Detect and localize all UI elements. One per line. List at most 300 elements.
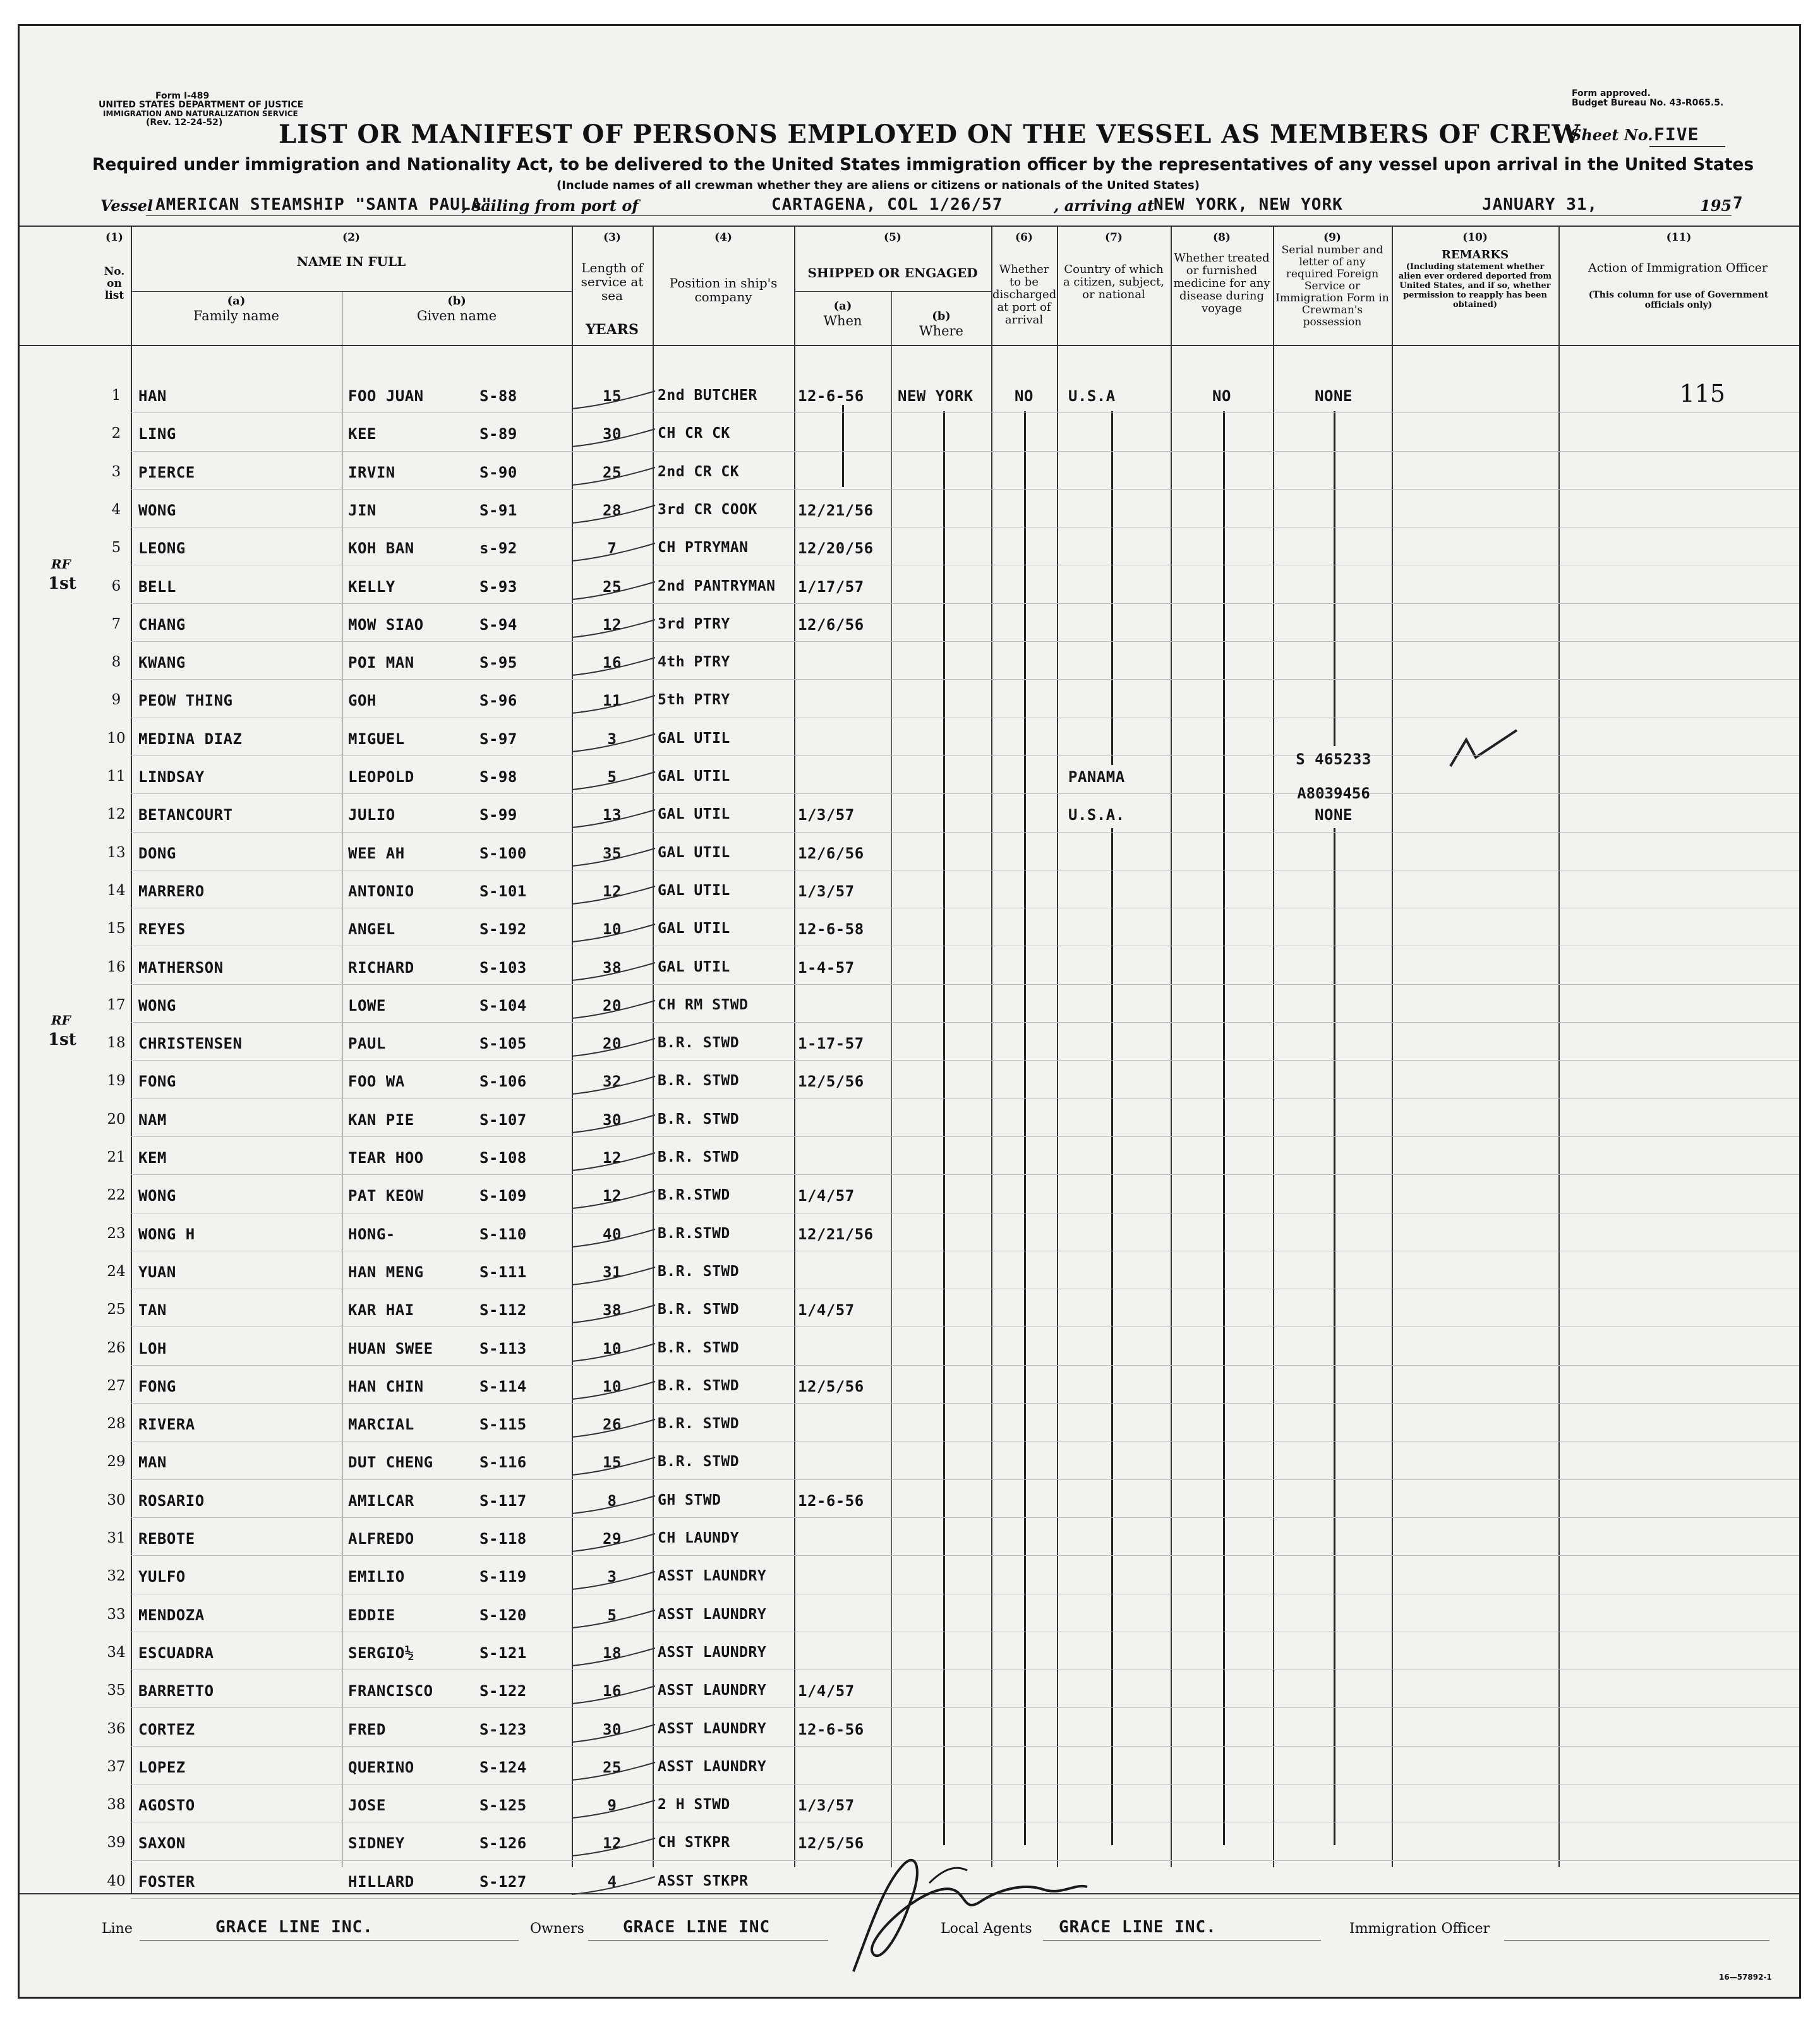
table-row bbox=[20, 1255, 1799, 1292]
cell-no: 31 bbox=[107, 1530, 126, 1546]
cell-family: MEDINA DIAZ bbox=[138, 730, 243, 748]
cell-given: HAN CHIN bbox=[348, 1377, 424, 1395]
tick-mark-icon bbox=[567, 654, 661, 679]
cell-given: ALFREDO bbox=[348, 1530, 414, 1548]
cell-no: 25 bbox=[107, 1301, 126, 1318]
cell-years: 16 bbox=[603, 654, 622, 672]
cell-family: CHRISTENSEN bbox=[138, 1035, 243, 1053]
tick-mark-icon bbox=[567, 1301, 661, 1327]
cell-no: 39 bbox=[107, 1834, 126, 1851]
cell-family: KWANG bbox=[138, 654, 186, 672]
cell-family: CORTEZ bbox=[138, 1720, 195, 1738]
table-row bbox=[20, 531, 1799, 569]
cell-position: ASST LAUNDRY bbox=[658, 1606, 767, 1623]
row-rule bbox=[131, 641, 1799, 642]
cell-when: 1-17-57 bbox=[798, 1035, 864, 1053]
cell-no: 17 bbox=[107, 996, 126, 1013]
cell-code: S-113 bbox=[479, 1339, 527, 1357]
table-row bbox=[20, 607, 1799, 645]
cell-given: POI MAN bbox=[348, 654, 414, 672]
tick-mark-icon bbox=[567, 464, 661, 489]
cell-years: 15 bbox=[603, 387, 622, 405]
cell-given: AMILCAR bbox=[348, 1491, 414, 1510]
cell-family: BELL bbox=[138, 577, 176, 596]
cell-position: 3rd CR COOK bbox=[658, 501, 757, 518]
cell-when: 12-6-58 bbox=[798, 920, 864, 939]
officer-label: Immigration Officer bbox=[1349, 1921, 1490, 1937]
table-row bbox=[20, 683, 1799, 721]
table-row bbox=[20, 1750, 1799, 1788]
cell-position: GAL UTIL bbox=[658, 844, 730, 861]
row-rule bbox=[131, 603, 1799, 604]
cell-when: 1/3/57 bbox=[798, 1796, 855, 1815]
cell-given: HAN MENG bbox=[348, 1263, 424, 1281]
cell-given: DUT CHENG bbox=[348, 1453, 433, 1472]
tick-mark-icon bbox=[567, 1796, 661, 1822]
cell-code: S-105 bbox=[479, 1035, 527, 1053]
cell-years: 38 bbox=[603, 1301, 622, 1320]
tick-mark-icon bbox=[567, 1759, 661, 1784]
cell-position: B.R. STWD bbox=[658, 1073, 740, 1090]
row-rule bbox=[131, 679, 1799, 680]
cell-when: 1/4/57 bbox=[798, 1301, 855, 1320]
cell-no: 37 bbox=[107, 1758, 126, 1775]
year-suffix: 7 bbox=[1733, 194, 1744, 213]
row-rule bbox=[131, 1098, 1799, 1099]
cell-family: LEONG bbox=[138, 539, 186, 558]
col8-number: (8) bbox=[1213, 231, 1231, 244]
col9-number: (9) bbox=[1323, 231, 1341, 244]
signature-mark bbox=[835, 1845, 1100, 1984]
cell-given: ANTONIO bbox=[348, 882, 414, 900]
cell-given: PAUL bbox=[348, 1035, 386, 1053]
tick-mark-icon bbox=[567, 845, 661, 870]
agents-label: Local Agents bbox=[941, 1921, 1032, 1937]
line-underline bbox=[140, 1940, 519, 1941]
cell-code: S-192 bbox=[479, 920, 527, 939]
col6-number: (6) bbox=[1015, 231, 1033, 244]
cell-family: ROSARIO bbox=[138, 1491, 205, 1510]
cell-position: ASST LAUNDRY bbox=[658, 1568, 767, 1585]
cell-family: WONG bbox=[138, 1187, 176, 1205]
cell-no: 15 bbox=[107, 920, 126, 937]
cell-given: JIN bbox=[348, 501, 377, 519]
tick-mark-icon bbox=[567, 1035, 661, 1060]
sailing-from: CARTAGENA, COL 1/26/57 bbox=[771, 195, 1003, 214]
cell-no: 24 bbox=[107, 1263, 126, 1280]
document-title: LIST OR MANIFEST OF PERSONS EMPLOYED ON THE VESSEL AS MEMBERS OF CREW bbox=[279, 119, 1581, 149]
tick-mark-icon bbox=[567, 1111, 661, 1136]
cell-position: 3rd PTRY bbox=[658, 615, 730, 632]
cell-no: 12 bbox=[107, 806, 126, 823]
cell-position: 2 H STWD bbox=[658, 1796, 730, 1814]
tick-mark-icon bbox=[567, 1721, 661, 1746]
cell-no: 5 bbox=[111, 539, 121, 557]
years-label: YEARS bbox=[586, 322, 639, 338]
cell-position: B.R. STWD bbox=[658, 1416, 740, 1433]
cell-no: 29 bbox=[107, 1453, 126, 1471]
cell-code: S-110 bbox=[479, 1225, 527, 1243]
cell-family: WONG H bbox=[138, 1225, 195, 1243]
tick-mark-icon bbox=[567, 1263, 661, 1289]
table-row bbox=[20, 1712, 1799, 1750]
table-row bbox=[20, 1102, 1799, 1140]
table-row bbox=[20, 1331, 1799, 1369]
cell-code: S-127 bbox=[479, 1872, 527, 1891]
row-rule bbox=[131, 1479, 1799, 1480]
cell-years: 12 bbox=[603, 1187, 622, 1205]
cell-family: SAXON bbox=[138, 1834, 186, 1853]
table-row bbox=[20, 1635, 1799, 1673]
cell-position: GAL UTIL bbox=[658, 730, 730, 747]
cell-treated: NO bbox=[1212, 387, 1231, 405]
cell-code: S-111 bbox=[479, 1263, 527, 1281]
cell-disch: NO bbox=[1015, 387, 1034, 405]
cell-given: HILLARD bbox=[348, 1872, 414, 1891]
tick-mark-icon bbox=[567, 920, 661, 946]
cell-position: B.R. STWD bbox=[658, 1339, 740, 1356]
line-value: GRACE LINE INC. bbox=[215, 1918, 373, 1937]
tick-mark-icon bbox=[567, 1834, 661, 1860]
cell-code: S-100 bbox=[479, 844, 527, 862]
cell-family: TAN bbox=[138, 1301, 167, 1320]
tick-mark-icon bbox=[567, 1530, 661, 1555]
tick-mark-icon bbox=[567, 502, 661, 527]
table-row bbox=[20, 569, 1799, 607]
cell-position: B.R.STWD bbox=[658, 1225, 730, 1242]
cell-code: S-112 bbox=[479, 1301, 527, 1320]
cell-when: 1/4/57 bbox=[798, 1187, 855, 1205]
cell-position: CH STKPR bbox=[658, 1834, 730, 1851]
cell-years: 25 bbox=[603, 1758, 622, 1776]
cell-code: S-115 bbox=[479, 1416, 527, 1434]
table-row bbox=[20, 1598, 1799, 1635]
vessel-label: Vessel bbox=[100, 196, 154, 215]
cell-given: MARCIAL bbox=[348, 1416, 414, 1434]
arriving-label: , arriving at bbox=[1054, 196, 1154, 215]
arrival-date: JANUARY 31, bbox=[1482, 195, 1598, 214]
cell-when: 12/5/56 bbox=[798, 1073, 864, 1091]
tick-mark-icon bbox=[567, 1073, 661, 1098]
cell-years: 16 bbox=[603, 1682, 622, 1700]
cell-years: 4 bbox=[607, 1872, 617, 1891]
cell-when: 12/5/56 bbox=[798, 1834, 864, 1853]
when-a: (a) bbox=[833, 299, 852, 313]
table-row bbox=[20, 1217, 1799, 1255]
cell-when: 12/20/56 bbox=[798, 539, 874, 558]
cell-years: 30 bbox=[603, 1720, 622, 1738]
cell-family: MAN bbox=[138, 1453, 167, 1472]
cell-position: 4th PTRY bbox=[658, 654, 730, 671]
owners-label: Owners bbox=[530, 1921, 584, 1937]
cell-position: ASST LAUNDRY bbox=[658, 1758, 767, 1775]
cell-years: 7 bbox=[607, 539, 617, 558]
col1-label: No. on list bbox=[104, 265, 125, 302]
cell-no: 21 bbox=[107, 1149, 126, 1165]
cell-when: 12-6-56 bbox=[798, 1720, 864, 1738]
cell-given: SERGIO½ bbox=[348, 1644, 414, 1662]
cell-no: 7 bbox=[111, 615, 121, 632]
cell-no: 33 bbox=[107, 1606, 126, 1623]
table-row bbox=[20, 378, 1799, 416]
cell-code: S-103 bbox=[479, 958, 527, 977]
cell-position: CH LAUNDY bbox=[658, 1530, 740, 1546]
cell-years: 31 bbox=[603, 1263, 622, 1281]
cell-code: S-108 bbox=[479, 1149, 527, 1167]
cell-no: 9 bbox=[111, 692, 121, 709]
cell-years: 10 bbox=[603, 1377, 622, 1395]
cell-position: GH STWD bbox=[658, 1491, 721, 1508]
cell-no: 10 bbox=[107, 730, 126, 747]
cell-years: 12 bbox=[603, 615, 622, 634]
cell-given: HONG- bbox=[348, 1225, 395, 1243]
cell-position: ASST STKPR bbox=[658, 1872, 749, 1889]
col11-number: (11) bbox=[1666, 231, 1692, 244]
tick-mark-icon bbox=[567, 1378, 661, 1403]
cell-years: 29 bbox=[603, 1530, 622, 1548]
table-row bbox=[20, 750, 1799, 802]
cell-family: MENDOZA bbox=[138, 1606, 205, 1624]
table-row bbox=[20, 950, 1799, 988]
cell-code: S-119 bbox=[479, 1568, 527, 1586]
cell-no: 22 bbox=[107, 1187, 126, 1204]
row-rule bbox=[131, 489, 1799, 490]
margin-initials-1: RF bbox=[51, 557, 71, 572]
cell-no: 11 bbox=[107, 768, 126, 785]
tick-mark-icon bbox=[567, 1492, 661, 1517]
col3-label: Length of service at sea bbox=[581, 260, 644, 303]
cell-given: SIDNEY bbox=[348, 1834, 405, 1853]
table-row bbox=[20, 645, 1799, 683]
cell-serial: NONE bbox=[1315, 806, 1353, 824]
given-name-label: Given name bbox=[416, 308, 497, 323]
col3-number: (3) bbox=[603, 231, 621, 244]
tick-mark-icon bbox=[567, 1644, 661, 1670]
cell-no: 8 bbox=[111, 654, 121, 671]
cell-no: 13 bbox=[107, 844, 126, 861]
family-name-label: Family name bbox=[193, 308, 279, 323]
cell-given: EMILIO bbox=[348, 1568, 405, 1586]
cell-years: 10 bbox=[603, 1339, 622, 1357]
cell-when: 1/4/57 bbox=[798, 1682, 855, 1700]
cell-family: MARRERO bbox=[138, 882, 205, 900]
row-rule bbox=[131, 1174, 1799, 1175]
row-rule bbox=[131, 793, 1799, 794]
cell-code: s-92 bbox=[479, 539, 517, 558]
cell-family: FOSTER bbox=[138, 1872, 195, 1891]
cell-family: PEOW THING bbox=[138, 692, 233, 710]
cell-no: 18 bbox=[107, 1035, 126, 1052]
cell-code: S-109 bbox=[479, 1187, 527, 1205]
cell-no: 23 bbox=[107, 1225, 126, 1242]
sailing-label: , sailing from port of bbox=[462, 196, 639, 215]
row-rule bbox=[131, 755, 1799, 756]
table-row bbox=[20, 1064, 1799, 1102]
row-rule bbox=[131, 1403, 1799, 1404]
cell-family: WONG bbox=[138, 501, 176, 519]
tick-mark-icon bbox=[567, 539, 661, 565]
cell-given: WEE AH bbox=[348, 844, 405, 862]
line-label: Line bbox=[102, 1921, 133, 1937]
cell-no: 30 bbox=[107, 1491, 126, 1508]
tick-mark-icon bbox=[567, 1187, 661, 1212]
form-approved: Form approved. bbox=[1572, 88, 1651, 99]
cell-years: 13 bbox=[603, 806, 622, 824]
cell-when: 1/3/57 bbox=[798, 806, 855, 824]
cell-years: 12 bbox=[603, 1834, 622, 1853]
table-row bbox=[20, 1292, 1799, 1330]
tick-mark-icon bbox=[567, 959, 661, 984]
cell-family: KEM bbox=[138, 1149, 167, 1167]
cell-position: B.R. STWD bbox=[658, 1301, 740, 1318]
cell-no: 19 bbox=[107, 1073, 126, 1090]
cell-code: S-123 bbox=[479, 1720, 527, 1738]
owners-value: GRACE LINE INC bbox=[623, 1918, 771, 1937]
table-row bbox=[20, 493, 1799, 531]
col10-label: REMARKS bbox=[1441, 248, 1509, 262]
shipped-subheader-rule bbox=[794, 291, 991, 292]
cell-given: FRED bbox=[348, 1720, 386, 1738]
cell-family: FONG bbox=[138, 1377, 176, 1395]
cell-position: ASST LAUNDRY bbox=[658, 1644, 767, 1661]
cell-position: GAL UTIL bbox=[658, 882, 730, 899]
cell-years: 26 bbox=[603, 1416, 622, 1434]
row-rule bbox=[131, 1517, 1799, 1518]
cell-years: 12 bbox=[603, 882, 622, 900]
budget-bureau: Budget Bureau No. 43-R065.5. bbox=[1572, 98, 1724, 108]
cell-given: KAN PIE bbox=[348, 1110, 414, 1129]
when-label: When bbox=[823, 313, 862, 328]
cell-given: GOH bbox=[348, 692, 377, 710]
cell-no: 2 bbox=[111, 425, 121, 442]
cell-code: S-99 bbox=[479, 806, 517, 824]
cell-years: 5 bbox=[607, 768, 617, 786]
cell-code: S-95 bbox=[479, 654, 517, 672]
cell-family: DONG bbox=[138, 844, 176, 862]
table-row bbox=[20, 416, 1799, 454]
vessel-name: AMERICAN STEAMSHIP "SANTA PAULA" bbox=[155, 195, 492, 214]
cell-family: ESCUADRA bbox=[138, 1644, 214, 1662]
cell-no: 38 bbox=[107, 1796, 126, 1814]
table-row bbox=[20, 455, 1799, 493]
cell-given: RICHARD bbox=[348, 958, 414, 977]
cell-family: NAM bbox=[138, 1110, 167, 1129]
cell-position: B.R. STWD bbox=[658, 1110, 740, 1128]
cell-position: B.R. STWD bbox=[658, 1263, 740, 1280]
table-row bbox=[20, 1521, 1799, 1559]
cell-code: S-122 bbox=[479, 1682, 527, 1700]
tick-mark-icon bbox=[567, 1606, 661, 1632]
cell-given: LOWE bbox=[348, 996, 386, 1014]
form-code: 16—57892-1 bbox=[1719, 1973, 1772, 1982]
cell-years: 28 bbox=[603, 501, 622, 519]
where-b: (b) bbox=[932, 310, 951, 323]
department: UNITED STATES DEPARTMENT OF JUSTICE bbox=[99, 100, 304, 110]
cell-given: JULIO bbox=[348, 806, 395, 824]
row-rule bbox=[131, 412, 1799, 413]
given-b: (b) bbox=[447, 294, 466, 308]
cell-serial2: A8039456 bbox=[1297, 785, 1370, 802]
cell-family: HAN bbox=[138, 387, 167, 405]
cell-country: U.S.A bbox=[1068, 387, 1116, 405]
cell-family: LOH bbox=[138, 1339, 167, 1357]
table-row bbox=[20, 1407, 1799, 1445]
cell-family: PIERCE bbox=[138, 463, 195, 481]
cell-code: S-126 bbox=[479, 1834, 527, 1853]
cell-position: 2nd BUTCHER bbox=[658, 387, 757, 404]
cell-code: S-106 bbox=[479, 1073, 527, 1091]
cell-when: 12-6-56 bbox=[798, 387, 864, 405]
cell-code: S-88 bbox=[479, 387, 517, 405]
table-row bbox=[20, 1788, 1799, 1826]
margin-initials-2: RF bbox=[51, 1013, 71, 1028]
row-rule bbox=[131, 1555, 1799, 1556]
table-row bbox=[20, 836, 1799, 874]
cell-position: B.R. STWD bbox=[658, 1035, 740, 1052]
col5-label: SHIPPED OR ENGAGED bbox=[807, 265, 978, 280]
cell-given: LEOPOLD bbox=[348, 768, 414, 786]
form-number: Form I-489 bbox=[155, 91, 210, 101]
cell-where: NEW YORK bbox=[898, 387, 973, 405]
col2-number: (2) bbox=[342, 231, 360, 244]
cell-years: 5 bbox=[607, 1606, 617, 1624]
cell-code: S-125 bbox=[479, 1796, 527, 1815]
cell-code: S-97 bbox=[479, 730, 517, 748]
table-row bbox=[20, 797, 1799, 835]
officer-underline bbox=[1504, 1940, 1769, 1941]
cell-given: QUERINO bbox=[348, 1758, 414, 1776]
cell-when: 12/5/56 bbox=[798, 1377, 864, 1395]
cell-years: 8 bbox=[607, 1491, 617, 1510]
cell-country: PANAMA bbox=[1068, 768, 1125, 786]
cell-no: 36 bbox=[107, 1720, 126, 1737]
cell-position: CH PTRYMAN bbox=[658, 539, 749, 557]
cell-given: KEE bbox=[348, 425, 377, 443]
table-row bbox=[20, 988, 1799, 1026]
cell-position: 5th PTRY bbox=[658, 692, 730, 709]
cell-given: PAT KEOW bbox=[348, 1187, 424, 1205]
cell-given: HUAN SWEE bbox=[348, 1339, 433, 1357]
cell-years: 18 bbox=[603, 1644, 622, 1662]
cell-position: CH RM STWD bbox=[658, 996, 749, 1013]
cell-no: 40 bbox=[107, 1872, 126, 1889]
row-rule bbox=[131, 1060, 1799, 1061]
document-subtitle: Required under immigration and Nationality Act, to be delivered to the United States immigration officer by the representatives of any vessel upon arrival in the United States bbox=[92, 155, 1754, 174]
cell-family: CHANG bbox=[138, 615, 186, 634]
table-row bbox=[20, 912, 1799, 949]
cell-years: 20 bbox=[603, 996, 622, 1014]
cell-no: 32 bbox=[107, 1568, 126, 1585]
row-rule bbox=[131, 1365, 1799, 1366]
col10-note: (Including statement whether alien ever ordered deported from United States, and if so, whether permission to reapply has been obtained) bbox=[1398, 262, 1552, 310]
cell-family: WONG bbox=[138, 996, 176, 1014]
agents-value: GRACE LINE INC. bbox=[1059, 1918, 1217, 1937]
margin-note-row6: 1st bbox=[48, 574, 76, 593]
cell-position: GAL UTIL bbox=[658, 806, 730, 823]
cell-given: KAR HAI bbox=[348, 1301, 414, 1320]
cell-family: LOPEZ bbox=[138, 1758, 186, 1776]
cell-position: GAL UTIL bbox=[658, 768, 730, 785]
cell-when: 12/21/56 bbox=[798, 1225, 874, 1243]
cell-years: 32 bbox=[603, 1073, 622, 1091]
tick-mark-icon bbox=[567, 768, 661, 793]
cell-position: CH CR CK bbox=[658, 425, 730, 442]
cell-years: 25 bbox=[603, 463, 622, 481]
arriving-at: NEW YORK, NEW YORK bbox=[1154, 195, 1343, 214]
table-row bbox=[20, 1673, 1799, 1711]
col4-label: Position in ship's company bbox=[669, 275, 778, 304]
cell-position: 2nd PANTRYMAN bbox=[658, 577, 776, 594]
